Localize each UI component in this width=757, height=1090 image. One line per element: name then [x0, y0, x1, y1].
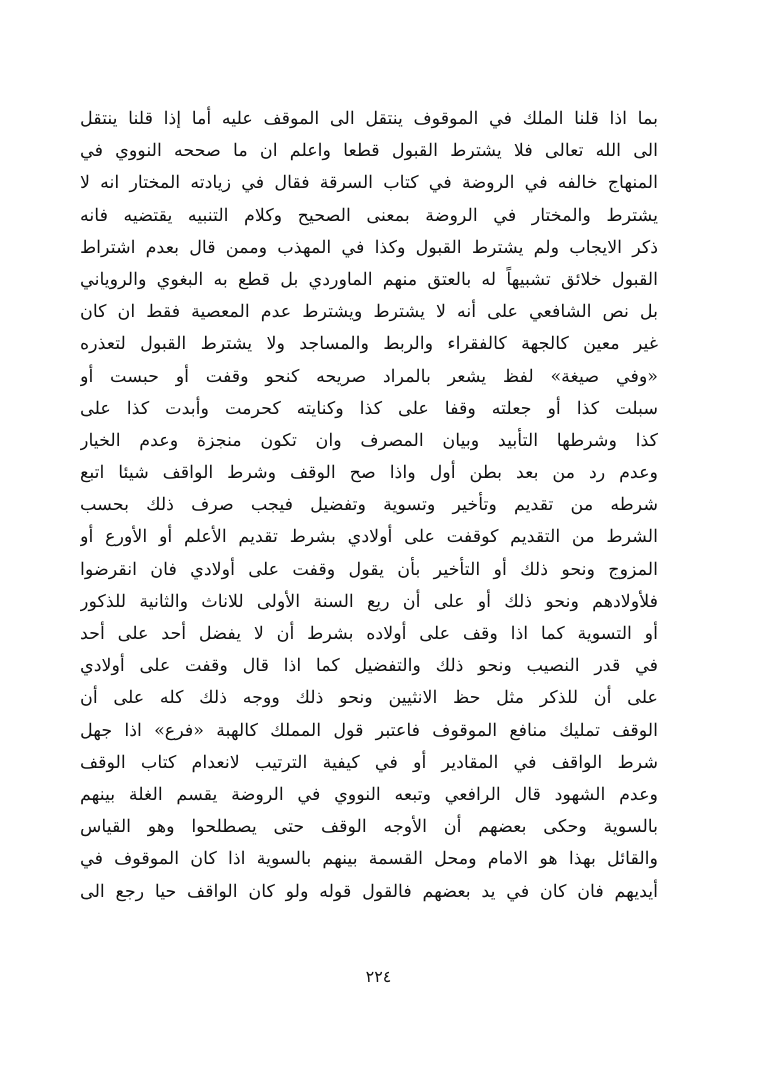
text-line: أيديهم فان كان في يد بعضهم فالقول قوله ولو كان الواقف حيا رجع الى [80, 881, 658, 902]
text-line: كذا وشرطها التأبيد وبيان المصرف وان تكون منجزة وعدم الخيار [80, 430, 658, 451]
text-line: فلأولادهم ونحو ذلك أو على أن ريع السنة الأولى للاناث والثانية للذكور [80, 591, 658, 612]
text-line: وعدم رد من بعد بطن أول واذا صح الوقف وشرط الواقف شيئا اتبع [80, 463, 658, 484]
text-line: بالسوية وحكى بعضهم أن الأوجه الوقف حتى يصطلحوا وهو القياس [80, 817, 658, 838]
text-line: ذكر الايجاب ولم يشترط القبول وكذا في المهذب وممن قال بعدم اشتراط [80, 237, 658, 258]
text-line: الى الله تعالى فلا يشترط القبول قطعا واعلم ان ما صححه النووي في [80, 141, 658, 162]
text-line: بل نص الشافعي على أنه لا يشترط ويشترط عدم المعصية فقط ان كان [80, 302, 658, 323]
text-line: في قدر النصيب ونحو ذلك والتفضيل كما اذا قال وقفت على أولادي [80, 656, 658, 677]
text-line: غير معين كالجهة كالفقراء والربط والمساجد ولا يشترط القبول لتعذره [80, 334, 658, 355]
text-line: على أن للذكر مثل حظ الانثيين ونحو ذلك ووجه ذلك كله على أن [80, 688, 658, 709]
text-line: والقائل بهذا هو الامام ومحل القسمة بينهم بالسوية اذا كان الموقوف في [80, 849, 658, 870]
text-line: بما اذا قلنا الملك في الموقوف ينتقل الى الموقف عليه أما إذا قلنا ينتقل [80, 109, 658, 129]
text-line: المزوج ونحو ذلك أو التأخير بأن يقول وقفت على أولادي فان انقرضوا [80, 559, 658, 580]
body-text [80, 103, 658, 908]
text-line: وعدم الشهود قال الرافعي وتبعه النووي في الروضة يقسم الغلة بينهم [80, 784, 658, 805]
text-line: «وفي صيغة» لفظ يشعر بالمراد صريحه كنحو وقفت أو حبست أو [80, 366, 658, 387]
text-line: شرطه من تقديم وتأخير وتسوية وتفضيل فيجب صرف ذلك بحسب [80, 495, 658, 516]
text-line: الشرط من التقديم كوقفت على أولادي بشرط تقديم الأعلم أو الأورع أو [80, 527, 658, 548]
text-line: سبلت كذا أو جعلته وقفا على كذا وكنايته كحرمت وأبدت كذا على [80, 398, 658, 419]
text-line: المنهاج خالفه في الروضة في كتاب السرقة فقال في زيادته المختار انه لا [80, 173, 658, 194]
text-line: القبول خلائق تشبيهاً له بالعتق منهم الماوردي بل قطع به البغوي والروياني [80, 269, 658, 290]
text-line: شرط الواقف في المقادير أو في كيفية الترتيب لانعدام كتاب الوقف [80, 752, 658, 773]
text-line: الوقف تمليك منافع الموقوف فاعتبر قول المملك كالهبة «فرع» اذا جهل [80, 720, 658, 741]
text-line: يشترط والمختار في الروضة بمعنى الصحيح وكلام التنبيه يقتضيه فانه [80, 205, 658, 226]
page-number: ٢٢٤ [365, 967, 392, 986]
text-line: أو التسوية كما اذا وقف على أولاده بشرط أن لا يفضل أحد على أحد [80, 624, 658, 644]
